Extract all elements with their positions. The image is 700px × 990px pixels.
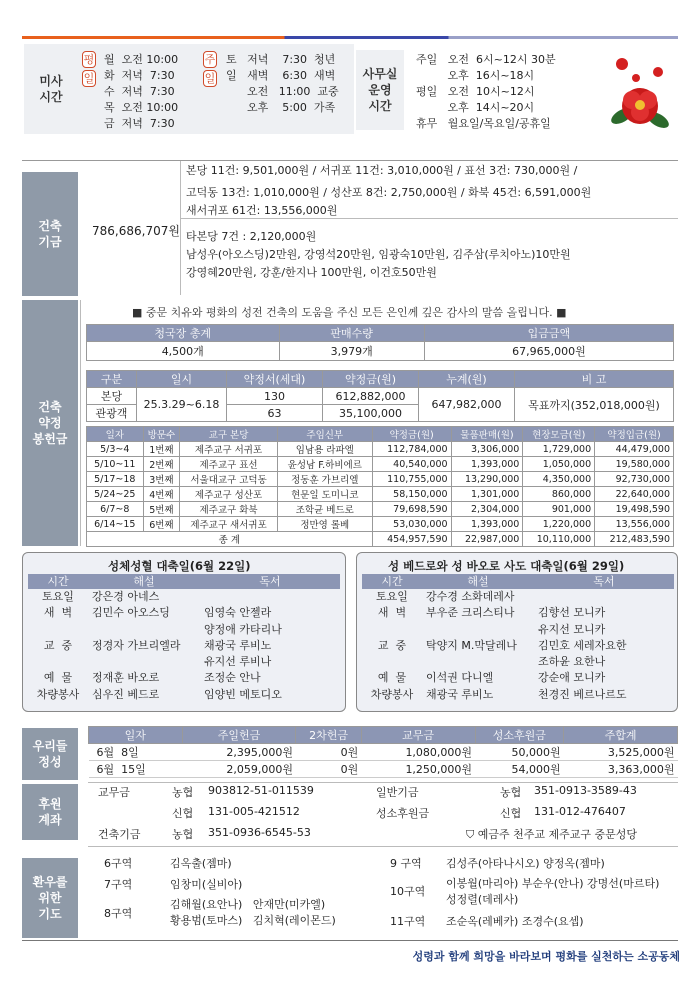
feast-cell: 유지선 모니카 — [538, 622, 606, 636]
td: 제주교구 서귀포 — [180, 442, 278, 457]
td: 44,479,000 — [595, 442, 674, 457]
feast-cell: 임영숙 안젤라 — [204, 606, 272, 620]
th: 약정서(세대) — [227, 371, 323, 388]
th: 교구 본당 — [180, 427, 278, 442]
feast-cell: 김민수 아오스딩 — [92, 606, 170, 620]
feast-cell: 정경자 가브리엘라 — [92, 638, 181, 652]
account-text: 건축기금 — [98, 828, 141, 841]
feast-row — [362, 670, 674, 686]
td: 1번째 — [143, 442, 180, 457]
td: 25.3.29~6.18 — [137, 388, 227, 422]
office-row: 주일 오전 6시~12시 30분 — [416, 53, 556, 66]
thanks-message: ■ 중문 치유와 평화의 성전 건축의 도움을 주신 모든 은인께 깊은 감사의 말씀 올립니다. ■ — [132, 306, 567, 319]
feast-cell — [200, 589, 340, 605]
td: 1,080,000원 — [361, 744, 475, 761]
table-row — [87, 457, 674, 472]
feast-row — [28, 638, 340, 654]
sunday-time: 토 저녁 7:30 청년 — [226, 53, 336, 66]
prayer-names: 성정렬(데레사) — [446, 893, 519, 906]
sunday-time: 일 새벽 6:30 새벽 — [226, 69, 336, 82]
office-label: 사무실 운영 시간 — [356, 50, 404, 130]
feast-cell: 새 벽 — [43, 606, 73, 620]
feast-header-cell: 독서 — [593, 575, 615, 588]
feast-header-cell: 독서 — [259, 575, 281, 588]
account-text: 131-005-421512 — [208, 805, 300, 818]
td: 임남용 라파엘 — [277, 442, 372, 457]
prayer-names: 김성주(아타나시오) 양정옥(젬마) — [446, 857, 605, 870]
prayer-zone: 6구역 — [104, 857, 133, 870]
table-row — [89, 744, 678, 761]
td: 612,882,000 — [323, 388, 419, 405]
prayer-zone: 8구역 — [104, 907, 133, 920]
account-text: 농협 — [500, 786, 522, 799]
camellia-flower-icon — [600, 50, 680, 142]
td: 본당 — [87, 388, 137, 405]
feast-cell: 새 벽 — [377, 606, 407, 620]
feast-row — [28, 589, 340, 605]
office-row: 평일 오전 10시~12시 — [416, 85, 535, 98]
prayer-label: 환우를 위한 기도 — [22, 858, 78, 938]
feast-header-cell: 해설 — [133, 575, 155, 588]
td: 79,698,590 — [372, 502, 451, 517]
td: 정만영 롤베 — [277, 517, 372, 532]
weekday-time: 수 저녁 7:30 — [104, 85, 175, 98]
account-text: 농협 — [172, 786, 194, 799]
feast-cell: 차량봉사 — [36, 687, 80, 701]
th: 청국장 총계 — [87, 325, 280, 342]
feast-row — [362, 638, 674, 654]
td: 3번째 — [143, 472, 180, 487]
feast-cell — [88, 622, 200, 638]
account-text: 903812-51-011539 — [208, 784, 314, 797]
table-row — [87, 472, 674, 487]
account-text: 교무금 — [98, 786, 130, 799]
sunday-time: 오전 11:00 교중 — [226, 85, 339, 98]
feast-cell: 양정애 카타리나 — [204, 622, 282, 636]
td: 50,000원 — [475, 744, 564, 761]
footer-motto: 성령과 함께 희망을 바라보며 평화를 실천하는 소공동체 — [412, 950, 680, 963]
td: 3,525,000원 — [564, 744, 678, 761]
td: 22,987,000 — [451, 532, 523, 547]
feast-cell: 예 물 — [43, 671, 73, 685]
account-text: 351-0913-3589-43 — [534, 784, 637, 797]
td: 1,220,000 — [523, 517, 595, 532]
office-row: 오후 16시~18시 — [416, 69, 535, 82]
th: 구분 — [87, 371, 137, 388]
td: 현문일 도미니코 — [277, 487, 372, 502]
td: 0원 — [296, 744, 361, 761]
feast-cell: 채광국 루비노 — [426, 687, 494, 701]
prayer-names: 황용범(토마스) 김치혁(레이몬드) — [170, 914, 336, 927]
td: 3,306,000 — [451, 442, 523, 457]
prayer-names: 임창미(실비아) — [170, 878, 243, 891]
office-row: 오후 14시~20시 — [416, 101, 535, 114]
td: 정동훈 가브리엘 — [277, 472, 372, 487]
th: 입금금액 — [424, 325, 673, 342]
td: 조학균 베드로 — [277, 502, 372, 517]
feast-cell: 채광국 루비노 — [204, 638, 272, 652]
td: 1,393,000 — [451, 517, 523, 532]
feast-row — [362, 589, 674, 605]
building-line: 새서귀포 61건: 13,556,000원 — [186, 204, 338, 217]
account-text: 신협 — [500, 807, 522, 820]
mass-label: 미사 시간 — [26, 50, 76, 128]
th: 비 고 — [515, 371, 674, 388]
prayer-zone: 7구역 — [104, 878, 133, 891]
feast-row — [362, 605, 674, 621]
feast1-body — [28, 574, 340, 703]
td: 6/14~15 — [87, 517, 144, 532]
feast-cell: 유지선 루비나 — [204, 655, 272, 669]
feast-cell — [422, 622, 534, 638]
building-total: 786,686,707원 — [92, 224, 180, 238]
td: 3,979개 — [279, 342, 424, 361]
feast-row — [28, 687, 340, 703]
account-holder — [466, 826, 637, 842]
td: 2,395,000원 — [182, 744, 296, 761]
td: 6번째 — [143, 517, 180, 532]
table-row — [87, 442, 674, 457]
feast-cell — [422, 654, 534, 670]
sales-table — [86, 324, 674, 361]
feast-cell — [88, 654, 200, 670]
td: 53,030,000 — [372, 517, 451, 532]
feast-cell — [28, 654, 88, 670]
td: 제주교구 표선 — [180, 457, 278, 472]
td: 5/24~25 — [87, 487, 144, 502]
td: 112,784,000 — [372, 442, 451, 457]
prayer-names: 김해월(요안나) 안재만(미카엘) — [170, 898, 326, 911]
feast-header-cell: 시간 — [47, 575, 69, 588]
weekday-time: 목 오전 10:00 — [104, 101, 179, 114]
table-row — [89, 761, 678, 778]
sunday-times — [226, 52, 339, 116]
feast-row — [28, 622, 340, 638]
feast-cell: 심우진 베드로 — [92, 687, 160, 701]
td: 35,100,000 — [323, 405, 419, 422]
td: 제주교구 성산포 — [180, 487, 278, 502]
feast-cell: 정재훈 바오로 — [92, 671, 160, 685]
top-color-bar — [22, 36, 678, 39]
td: 4,500개 — [87, 342, 280, 361]
building-line: 고덕동 13건: 1,010,000원 / 성산포 8건: 2,750,000원 / 화북 45건: 6,591,000원 — [186, 186, 592, 199]
feast-cell: 김민호 세레자요한 — [538, 638, 627, 652]
building-line: 타본당 7건 : 2,120,000원 — [186, 230, 317, 243]
td: 19,498,590 — [595, 502, 674, 517]
th: 물품판매(원) — [451, 427, 523, 442]
prayer-names: 조순옥(레베카) 조경수(요셉) — [446, 915, 584, 928]
td: 10,110,000 — [523, 532, 595, 547]
account-text: 351-0936-6545-53 — [208, 826, 311, 839]
feast-cell: 부우준 크리스티나 — [426, 606, 515, 620]
th: 2차헌금 — [296, 727, 361, 744]
td: 6월 8일 — [89, 744, 183, 761]
feast2-body — [362, 574, 674, 703]
td: 제주교구 화북 — [180, 502, 278, 517]
th: 판매수량 — [279, 325, 424, 342]
sunday-time: 오후 5:00 가족 — [226, 101, 336, 114]
th: 약정입금(원) — [595, 427, 674, 442]
th: 주임신부 — [277, 427, 372, 442]
feast-row — [362, 654, 674, 670]
td: 관광객 — [87, 405, 137, 422]
account-text: 131-012-476407 — [534, 805, 626, 818]
account-text: 농협 — [172, 828, 194, 841]
feast-row — [28, 654, 340, 670]
account-text: 신협 — [172, 807, 194, 820]
sunday-badge: 주 일 — [204, 53, 216, 85]
building-line: 남성우(아오스딩)2만원, 강영석20만원, 임광숙10만원, 김주삼(루치아노)10만원 — [186, 248, 571, 261]
feast2-title: 성 베드로와 성 바오로 사도 대축일(6월 29일) — [388, 559, 625, 573]
prayer-zone: 10구역 — [390, 885, 426, 898]
feast-cell: 강수경 소화데레사 — [426, 590, 515, 603]
office-hours — [416, 52, 556, 132]
td: 6/7~8 — [87, 502, 144, 517]
td: 212,483,590 — [595, 532, 674, 547]
feast-cell — [534, 589, 674, 605]
account-label: 후원 계좌 — [22, 784, 78, 840]
td: 647,982,000 — [419, 388, 515, 422]
table-row — [87, 502, 674, 517]
feast-cell: 조정순 안나 — [204, 671, 261, 685]
td: 4,350,000 — [523, 472, 595, 487]
feast-header-cell: 해설 — [467, 575, 489, 588]
prayer-names: 이봉월(마리아) 부순우(안나) 강명선(마르타) — [446, 877, 660, 890]
td: 63 — [227, 405, 323, 422]
td: 5/10~11 — [87, 457, 144, 472]
td: 22,640,000 — [595, 487, 674, 502]
feast-cell — [362, 622, 422, 638]
feast-cell: 차량봉사 — [370, 687, 414, 701]
weekday-times — [104, 52, 178, 132]
td: 윤성남 F.하비에르 — [277, 457, 372, 472]
th: 일시 — [137, 371, 227, 388]
feast-cell: 이석권 다니엘 — [426, 671, 494, 685]
td: 1,729,000 — [523, 442, 595, 457]
building-line: 강영혜20만원, 강훈/한지나 100만원, 이건호50만원 — [186, 266, 437, 279]
feast-row — [28, 605, 340, 621]
offering-table — [88, 726, 678, 778]
feast-cell — [28, 622, 88, 638]
building-line: 본당 11건: 9,501,000원 / 서귀포 11건: 3,010,000원 / 표선 3건: 730,000원 / — [186, 164, 578, 177]
holder-text: 예금주 천주교 제주교구 중문성당 — [477, 828, 638, 841]
feast-cell: 토요일 — [376, 590, 408, 603]
td: 4번째 — [143, 487, 180, 502]
td: 3,363,000원 — [564, 761, 678, 778]
td: 110,755,000 — [372, 472, 451, 487]
pledge-summary-table — [86, 370, 674, 422]
th: 교무금 — [361, 727, 475, 744]
th: 주일헌금 — [182, 727, 296, 744]
th: 약정금(원) — [323, 371, 419, 388]
feast-row — [28, 670, 340, 686]
feast-cell: 천경진 베르나르도 — [538, 687, 627, 701]
feast-cell: 토요일 — [42, 590, 74, 603]
td: 860,000 — [523, 487, 595, 502]
feast-cell: 강순애 모니카 — [538, 671, 606, 685]
td: 1,393,000 — [451, 457, 523, 472]
td: 92,730,000 — [595, 472, 674, 487]
td: 67,965,000원 — [424, 342, 673, 361]
feast-cell: 김향선 모니카 — [538, 606, 606, 620]
td: 5/3~4 — [87, 442, 144, 457]
td: 2번째 — [143, 457, 180, 472]
td: 454,957,590 — [372, 532, 451, 547]
td: 1,250,000원 — [361, 761, 475, 778]
td: 2,304,000 — [451, 502, 523, 517]
th: 방문수 — [143, 427, 180, 442]
prayer-zone: 9 구역 — [390, 857, 422, 870]
td: 0원 — [296, 761, 361, 778]
feast-cell: 예 물 — [377, 671, 407, 685]
feast-row — [362, 622, 674, 638]
feast1-title: 성체성혈 대축일(6월 22일) — [108, 559, 251, 573]
td: 54,000원 — [475, 761, 564, 778]
td: 종 계 — [87, 532, 373, 547]
pledge-label: 건축 약정 봉헌금 — [22, 300, 78, 546]
th: 누계(원) — [419, 371, 515, 388]
th: 일자 — [87, 427, 144, 442]
visit-table — [86, 426, 674, 547]
td: 40,540,000 — [372, 457, 451, 472]
feast-header-cell: 시간 — [381, 575, 403, 588]
th: 약정금(원) — [372, 427, 451, 442]
td: 19,580,000 — [595, 457, 674, 472]
feast-cell: 조하윤 요한나 — [538, 655, 606, 669]
feast-cell: 임양빈 메토디오 — [204, 687, 282, 701]
th: 일자 — [89, 727, 183, 744]
td: 2,059,000원 — [182, 761, 296, 778]
td: 1,050,000 — [523, 457, 595, 472]
account-text: 일반기금 — [376, 786, 419, 799]
offering-label: 우리들 정성 — [22, 728, 78, 780]
feast-cell: 강은경 아네스 — [92, 590, 160, 603]
th: 주합계 — [564, 727, 678, 744]
table-row — [87, 517, 674, 532]
office-row: 휴무 월요일/목요일/공휴일 — [416, 117, 551, 130]
table-row-total — [87, 532, 674, 547]
weekday-time: 화 저녁 7:30 — [104, 69, 175, 82]
feast-cell: 교 중 — [43, 638, 73, 652]
feast-cell — [362, 654, 422, 670]
feast-cell: 교 중 — [377, 638, 407, 652]
td: 1,301,000 — [451, 487, 523, 502]
feast-row — [362, 687, 674, 703]
td: 서울대교구 고덕동 — [180, 472, 278, 487]
prayer-names: 김옥출(젬마) — [170, 857, 232, 870]
td: 6월 15일 — [89, 761, 183, 778]
td: 58,150,000 — [372, 487, 451, 502]
td: 130 — [227, 388, 323, 405]
weekday-badge: 평 일 — [83, 53, 95, 85]
thanks-text: 중문 치유와 평화의 성전 건축의 도움을 주신 모든 은인께 깊은 감사의 말씀 올립니다. — [145, 306, 553, 319]
th: 현장모금(원) — [523, 427, 595, 442]
td: 13,290,000 — [451, 472, 523, 487]
td: 목표까지(352,018,000원) — [515, 388, 674, 422]
building-fund-label: 건축 기금 — [22, 172, 78, 296]
feast-header — [28, 574, 340, 589]
prayer-zone: 11구역 — [390, 915, 426, 928]
td: 901,000 — [523, 502, 595, 517]
weekday-time: 금 저녁 7:30 — [104, 117, 175, 130]
td: 5/17~18 — [87, 472, 144, 487]
weekday-time: 월 오전 10:00 — [104, 53, 179, 66]
account-text: 성소후원금 — [376, 807, 430, 820]
feast-cell: 탁양지 M.막달레나 — [426, 638, 517, 652]
table-row — [87, 487, 674, 502]
th: 성소후원금 — [475, 727, 564, 744]
feast-header — [362, 574, 674, 589]
td: 13,556,000 — [595, 517, 674, 532]
shield-icon: ⛉ — [466, 828, 475, 841]
td: 5번째 — [143, 502, 180, 517]
td: 제주교구 새서귀포 — [180, 517, 278, 532]
